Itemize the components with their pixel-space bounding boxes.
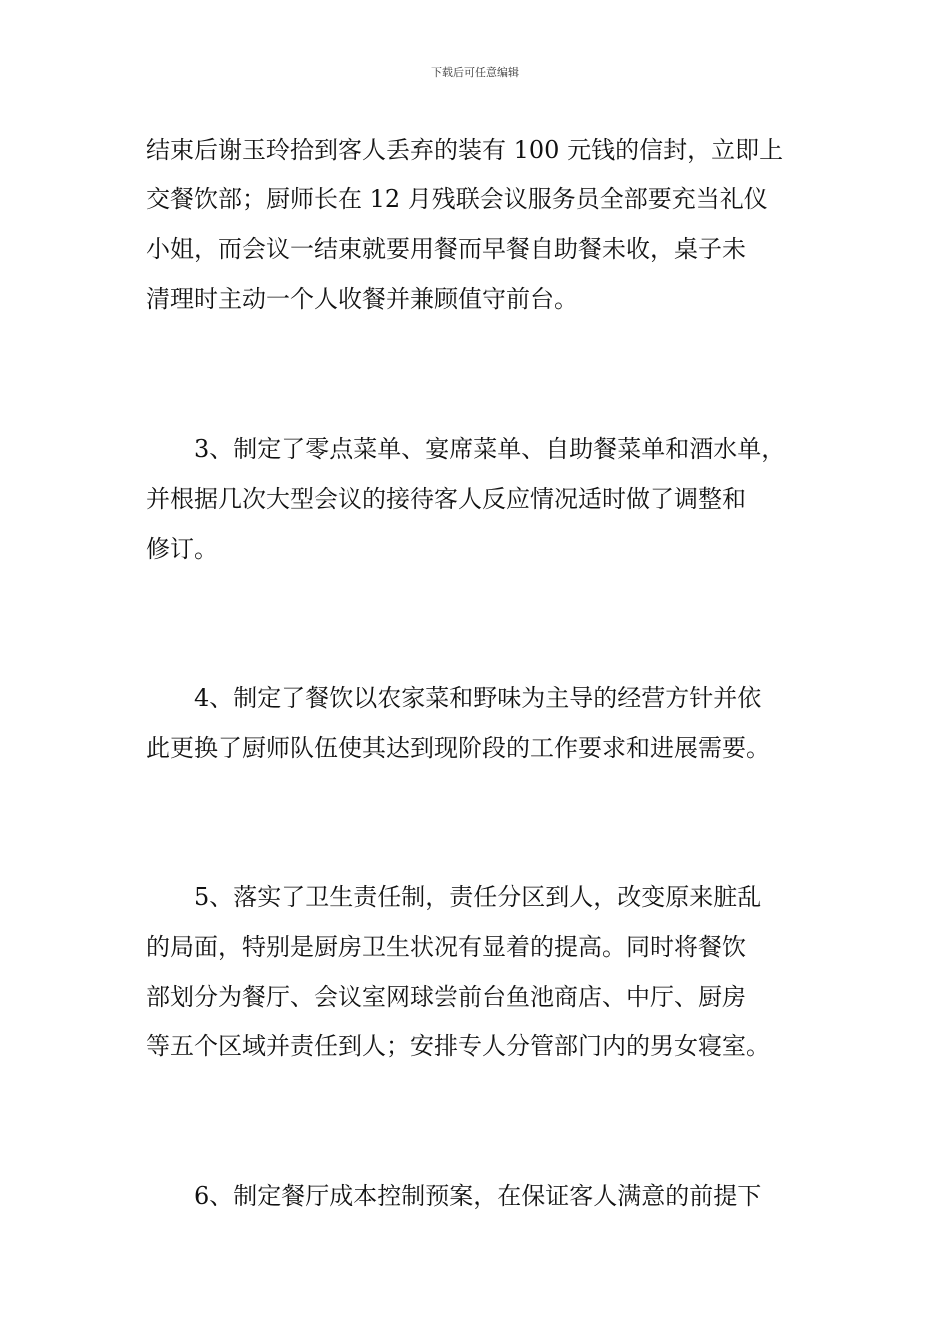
text-line: 部划分为餐厅、会议室网球尝前台鱼池商店、中厅、厨房 (146, 983, 746, 1011)
page-header: 下载后可任意编辑 (431, 66, 519, 79)
text-line: 5、落实了卫生责任制，责任分区到人，改变原来脏乱 (146, 883, 762, 911)
text-line: 此更换了厨师队伍使其达到现阶段的工作要求和进展需要。 (146, 734, 770, 762)
text-line: 修订。 (146, 535, 218, 563)
text-line: 3、制定了零点菜单、宴席菜单、自助餐菜单和酒水单， (146, 435, 786, 463)
text-line: 小姐，而会议一结束就要用餐而早餐自助餐未收，桌子未 (146, 235, 746, 263)
text-line: 交餐饮部；厨师长在 12 月残联会议服务员全部要充当礼仪 (146, 185, 768, 213)
text-line: 4、制定了餐饮以农家菜和野味为主导的经营方针并依 (146, 684, 762, 712)
text-line: 清理时主动一个人收餐并兼顾值守前台。 (146, 285, 578, 313)
text-line: 6、制定餐厅成本控制预案，在保证客人满意的前提下 (146, 1182, 762, 1210)
text-line: 等五个区域并责任到人；安排专人分管部门内的男女寝室。 (146, 1032, 770, 1060)
text-line: 并根据几次大型会议的接待客人反应情况适时做了调整和 (146, 485, 746, 513)
text-line: 的局面，特别是厨房卫生状况有显着的提高。同时将餐饮 (146, 933, 746, 961)
text-line: 结束后谢玉玲拾到客人丢弃的装有 100 元钱的信封，立即上 (146, 136, 784, 164)
